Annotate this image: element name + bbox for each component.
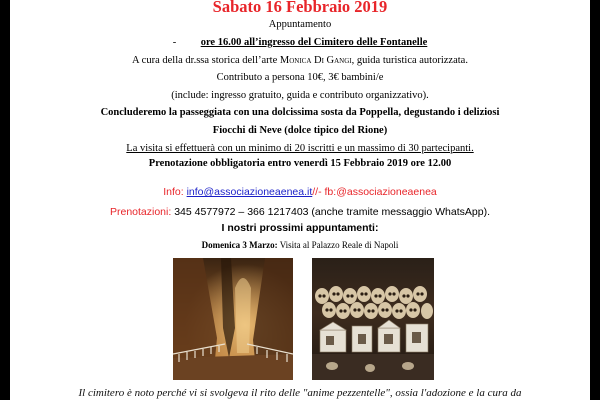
ossuary-skulls-photo [312, 258, 434, 380]
guide-prefix: A cura della dr.ssa storica dell’arte [132, 55, 280, 66]
guide-line [10, 55, 590, 66]
booking-line [10, 202, 590, 220]
info-label: Info: [163, 186, 187, 198]
flyer-page [10, 0, 590, 400]
booking-phones: 345 4577972 – 366 1217403 (anche tramite messaggio WhatsApp). [174, 206, 490, 218]
appointment-label: Appuntamento [268, 19, 332, 30]
bullet-marker: - [172, 37, 177, 48]
meeting-point-line [10, 37, 590, 48]
cave-gallery-photo [173, 258, 293, 380]
conclusion-line-1: Concluderemo la passeggiata con una dolcissima sosta da Poppella, degustando i deliziosi [100, 107, 500, 118]
event-date-title: Sabato 16 Febbraio 2019 [212, 0, 388, 16]
contribution-line: Contributo a persona 10€, 3€ bambini/e [216, 72, 384, 83]
includes-line: (include: ingresso gratuito, guida e contributo organizzativo). [171, 90, 429, 101]
booking-label: Prenotazioni: [109, 206, 175, 218]
guide-suffix: , guida turistica autorizzata. [351, 55, 468, 66]
min-participants-line: La visita si effettuerà con un minimo di 20 iscritti e un massimo di 30 partecipanti. [126, 143, 474, 154]
info-line [10, 182, 590, 200]
next-appointment-line [10, 240, 590, 250]
cemetery-description-text: Il cimitero è noto perché vi si svolgeva il rito delle "anime pezzentelle", ossia l'adozione e la cura da [78, 387, 522, 399]
guide-name: Monica Di Gangi [279, 55, 352, 66]
info-separator: //- [312, 186, 325, 198]
meeting-point-text: ore 16.00 all’ingresso del Cimitero delle Fontanelle [200, 37, 428, 48]
next-appointment-description: Visita al Palazzo Reale di Napoli [277, 240, 399, 250]
email-link[interactable]: info@associazioneaenea.it [186, 186, 313, 198]
next-appointment-date: Domenica 3 Marzo: [201, 240, 278, 250]
facebook-handle[interactable]: fb:@associazioneaenea [324, 186, 437, 198]
booking-deadline-line: Prenotazione obbligatoria entro venerdì 15 Febbraio 2019 ore 12.00 [148, 158, 452, 169]
next-appointments-heading: I nostri prossimi appuntamenti: [221, 222, 379, 234]
conclusion-line-2: Fiocchi di Neve (dolce tipico del Rione) [212, 125, 388, 136]
